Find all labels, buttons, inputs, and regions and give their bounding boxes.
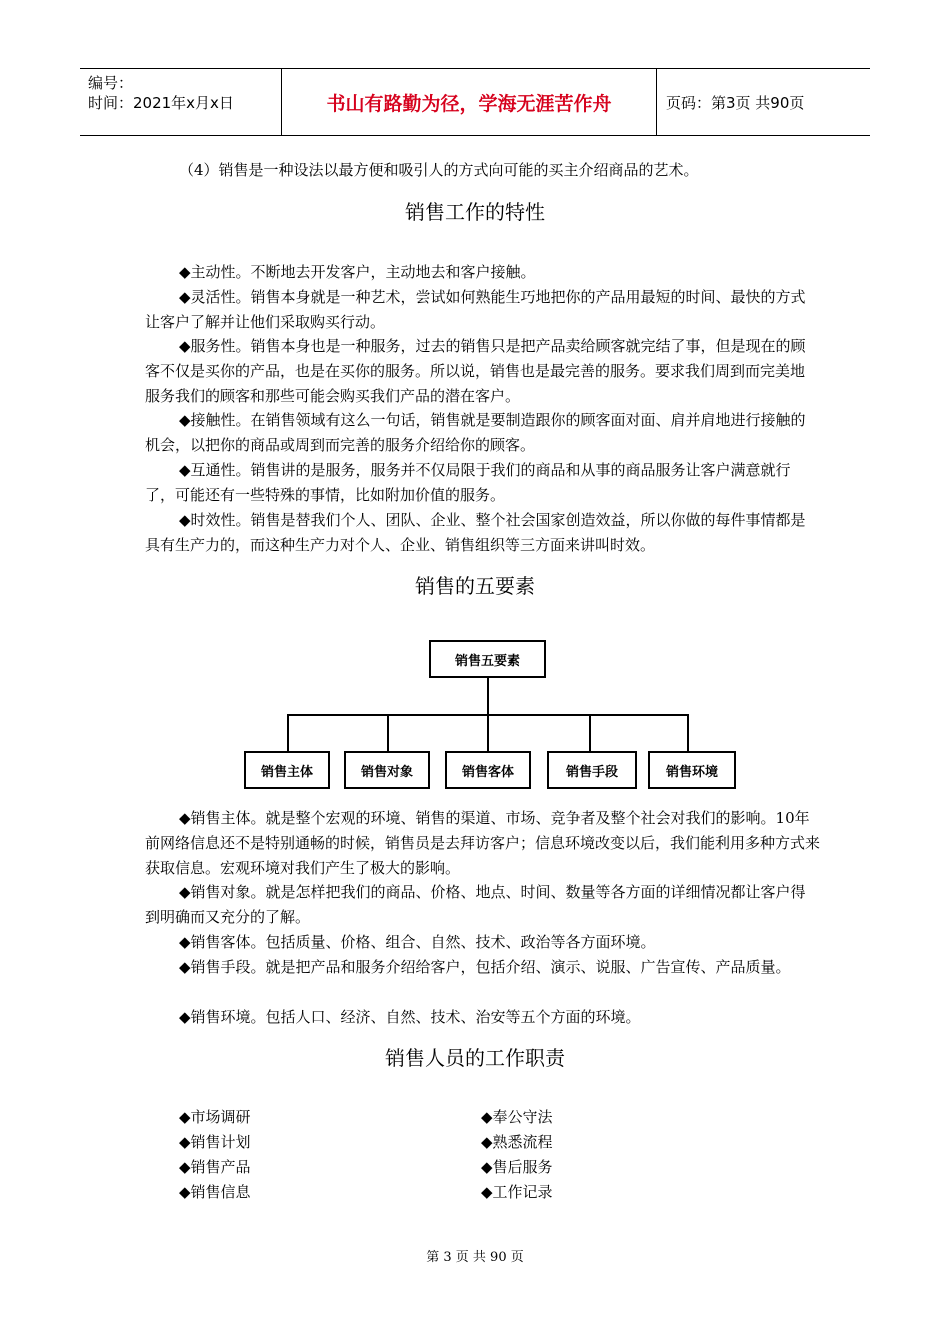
header-info-cell: [80, 69, 280, 135]
diagram-connector: [387, 714, 389, 752]
diagram-connector: [687, 714, 689, 752]
page-header: [80, 68, 870, 136]
paragraph: ◆接触性。在销售领域有这么一句话，销售就是要制造跟你的顾客面对面、肩并肩地进行接触的机会，以把你的商品或周到而完善的服务介绍给你的顾客。: [145, 411, 806, 454]
section-title-characteristics: 销售工作的特性: [405, 200, 545, 224]
document-number-label: 编号：: [88, 74, 134, 92]
paragraph: ◆时效性。销售是替我们个人、团队、企业、整个社会国家创造效益，所以你做的每件事情都是具有生产力的，而这种生产力对个人、企业、销售组织等三方面来讲叫时效。: [145, 511, 806, 554]
list-item: ◆销售计划: [179, 1133, 251, 1151]
duty-list-left: [179, 1105, 251, 1205]
diagram-root-box: 销售五要素: [429, 640, 546, 678]
intro-item: （4）销售是一种设法以最方便和吸引人的方式向可能的买主介绍商品的艺术。: [179, 161, 699, 179]
list-item: ◆熟悉流程: [481, 1133, 553, 1151]
list-item: ◆市场调研: [179, 1108, 251, 1126]
paragraph: ◆销售手段。就是把产品和服务介绍给客户，包括介绍、演示、说服、广告宣传、产品质量。: [179, 958, 791, 976]
section-title-duties: 销售人员的工作职责: [385, 1046, 565, 1070]
paragraph: ◆销售环境。包括人口、经济、自然、技术、治安等五个方面的环境。: [179, 1008, 641, 1026]
list-item: ◆售后服务: [481, 1158, 553, 1176]
paragraph: ◆服务性。销售本身也是一种服务，过去的销售只是把产品卖给顾客就完结了事，但是现在的顾客不仅是买你的产品，也是在买你的服务。所以说，销售也是最完善的服务。要求我们周到而完美地服务我们的顾客和那些可能会购买我们产品的潜在客户。: [145, 337, 806, 405]
header-page-code: 页码：第3页 共90页: [666, 93, 805, 112]
page-footer: 第 3 页 共 90 页: [426, 1250, 524, 1265]
diagram-child-box: 销售对象: [344, 751, 430, 789]
paragraph: ◆灵活性。销售本身就是一种艺术，尝试如何熟能生巧地把你的产品用最短的时间、最快的方式让客户了解并让他们采取购买行动。: [145, 288, 806, 331]
section-title-five-elements: 销售的五要素: [415, 574, 535, 598]
diagram-child-box: 销售环境: [648, 751, 736, 789]
diagram-connector: [487, 714, 489, 752]
paragraph: ◆销售主体。就是整个宏观的环境、销售的渠道、市场、竞争者及整个社会对我们的影响。10年前网络信息还不是特别通畅的时候，销售员是去拜访客户；信息环境改变以后，我们能利用多种方式来获取信息。宏观环境对我们产生了极大的影响。: [145, 809, 821, 877]
list-item: ◆工作记录: [481, 1183, 553, 1201]
paragraph: ◆互通性。销售讲的是服务，服务并不仅局限于我们的商品和从事的商品服务让客户满意就行了，可能还有一些特殊的事情，比如附加价值的服务。: [145, 461, 791, 504]
list-item: ◆销售产品: [179, 1158, 251, 1176]
diagram-child-box: 销售手段: [547, 751, 637, 789]
diagram-child-box: 销售主体: [244, 751, 330, 789]
duty-list-right: [481, 1105, 553, 1205]
diagram-connector: [287, 714, 289, 752]
diagram-connector: [589, 714, 591, 752]
document-date: 时间：2021年x月x日: [88, 94, 234, 112]
header-motto: 书山有路勤为径，学海无涯苦作舟: [281, 69, 657, 135]
paragraph: ◆主动性。不断地去开发客户，主动地去和客户接触。: [179, 263, 536, 281]
paragraph: ◆销售对象。就是怎样把我们的商品、价格、地点、时间、数量等各方面的详细情况都让客户得到明确而又充分的了解。: [145, 883, 806, 926]
diagram-child-box: 销售客体: [445, 751, 531, 789]
paragraph: ◆销售客体。包括质量、价格、组合、自然、技术、政治等各方面环境。: [179, 933, 656, 951]
list-item: ◆销售信息: [179, 1183, 251, 1201]
list-item: ◆奉公守法: [481, 1108, 553, 1126]
diagram-connector: [487, 678, 489, 715]
